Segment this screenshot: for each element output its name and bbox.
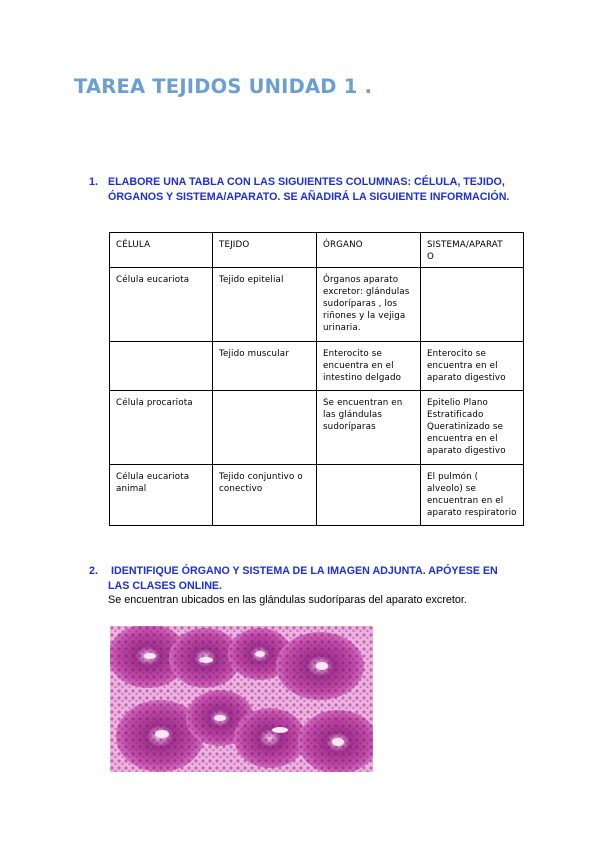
histology-image-sweat-gland-icon (110, 626, 373, 772)
table-cell (421, 268, 524, 342)
table-cell: Enterocito se encuentra en el intestino delgado (317, 342, 421, 391)
header-tejido: TEJIDO (213, 233, 317, 268)
answer-text: Se encuentran ubicados en las glándulas sudoríparas del aparato excretor. (108, 594, 467, 606)
question-1-line-1: ELABORE UNA TABLA CON LAS SIGUIENTES COLUMNAS: CÉLULA, TEJIDO, (108, 176, 505, 188)
question-2-line-1: IDENTIFIQUE ÓRGANO Y SISTEMA DE LA IMAGEN ADJUNTA. APÓYESE EN (111, 565, 498, 577)
table-cell: Enterocito se encuentra en el aparato digestivo (421, 342, 524, 391)
table-cell (110, 342, 213, 391)
page-title: TAREA TEJIDOS UNIDAD 1 . (74, 75, 373, 98)
question-2-number: 2. (89, 565, 98, 577)
table-cell: Órganos aparato excretor: glándulas sudoríparas , los riñones y la vejiga urinaria. (317, 268, 421, 342)
table-cell: Tejido muscular (213, 342, 317, 391)
table-cell: Epitelio Plano Estratificado Queratinizado se encuentra en el aparato digestivo (421, 391, 524, 465)
table-row (110, 342, 524, 391)
table-cell: Tejido conjuntivo o conectivo (213, 465, 317, 526)
header-organo: ÓRGANO (317, 233, 421, 268)
header-celula: CÉLULA (110, 233, 213, 268)
table-row (110, 465, 524, 526)
table-cell (317, 465, 421, 526)
table-cell: Célula procariota (110, 391, 213, 465)
table-header-row (110, 233, 524, 268)
table-cell: Célula eucariota (110, 268, 213, 342)
question-1-number: 1. (89, 176, 98, 188)
table-row (110, 268, 524, 342)
tissues-table (109, 232, 524, 526)
table-cell: El pulmón ( alveolo) se encuentran en el aparato respiratorio (421, 465, 524, 526)
header-sistema: SISTEMA/APARAT O (421, 233, 524, 268)
table-cell (213, 391, 317, 465)
table-cell: Se encuentran en las glándulas sudoríparas (317, 391, 421, 465)
table-row (110, 391, 524, 465)
question-1-line-2: ÓRGANOS Y SISTEMA/APARATO. SE AÑADIRÁ LA SIGUIENTE INFORMACIÓN. (108, 191, 510, 203)
question-2-line-2: LAS CLASES ONLINE. (108, 580, 223, 592)
table-cell: Tejido epitelial (213, 268, 317, 342)
table-cell: Célula eucariota animal (110, 465, 213, 526)
